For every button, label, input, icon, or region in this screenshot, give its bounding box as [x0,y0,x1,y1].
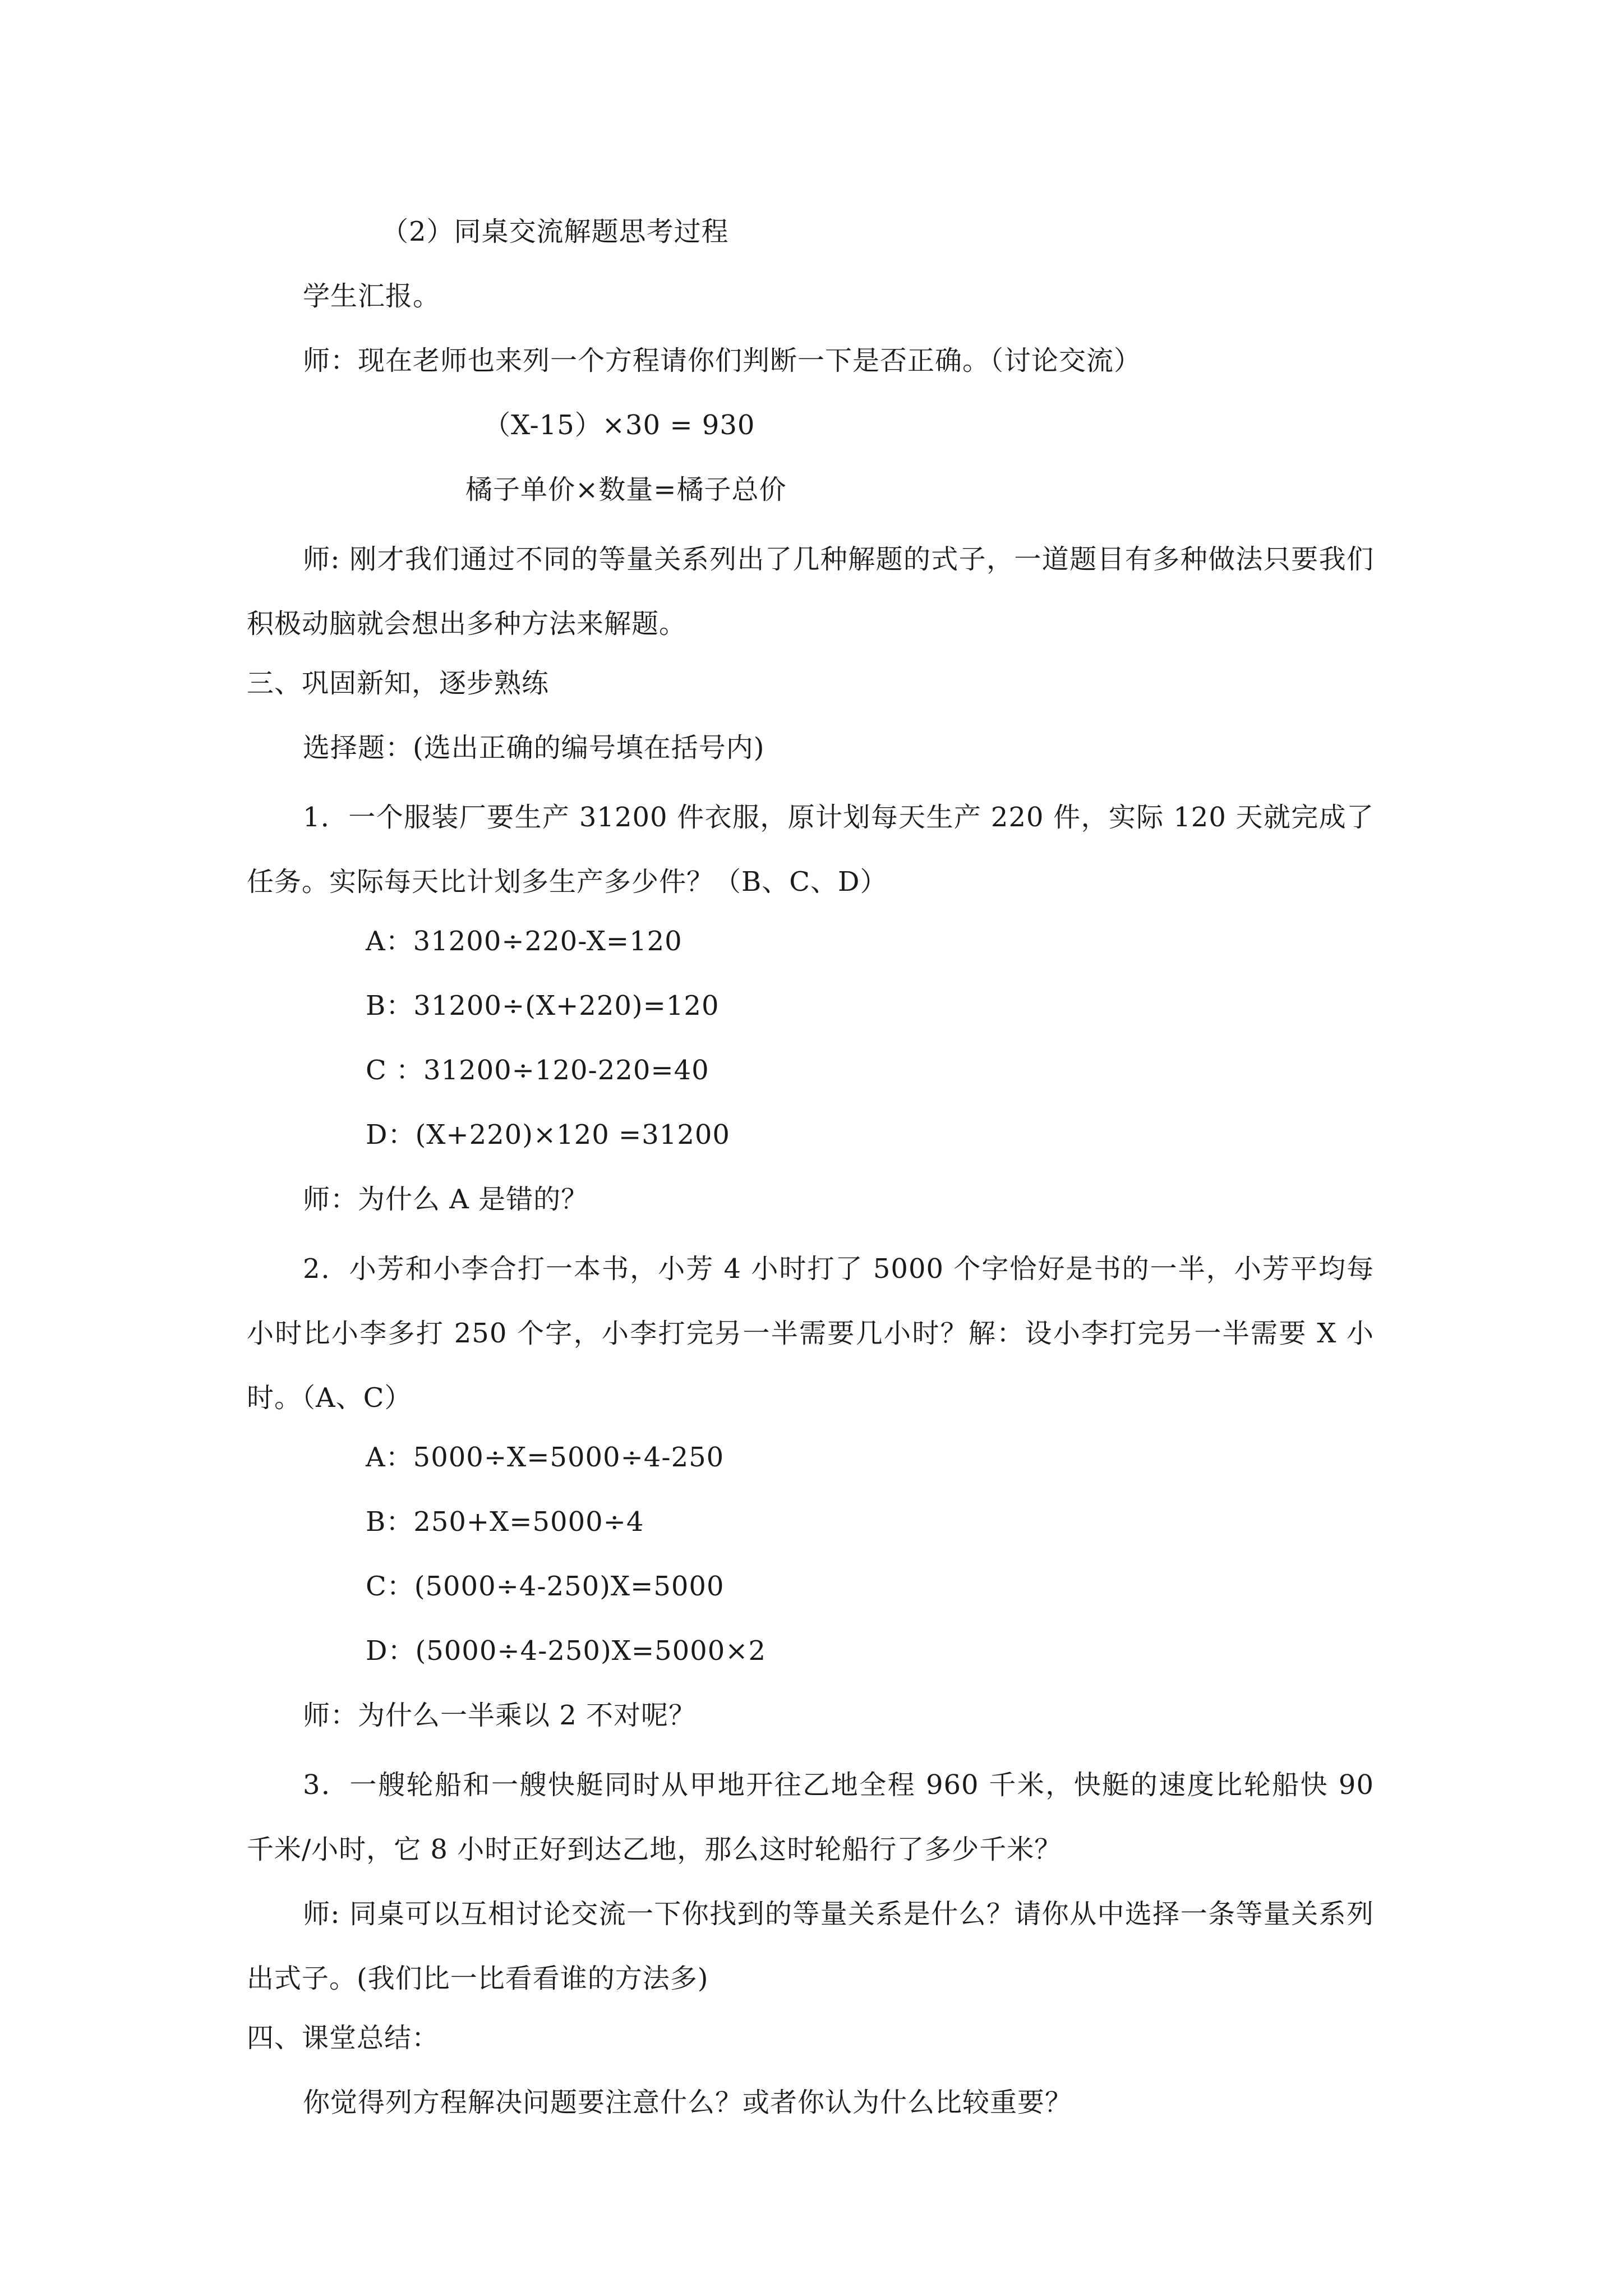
q1-option-b: B：31200÷(X+220)=120 [366,990,720,1022]
q2-option-a: A：5000÷X=5000÷4-250 [366,1442,725,1473]
relation-line: 橘子单价×数量=橘子总价 [465,474,787,505]
question-3-paragraph: 3．一艘轮船和一艘快艇同时从甲地开往乙地全程 960 千米，快艇的速度比轮船快 90 千米/小时，它 8 小时正好到达乙地，那么这时轮船行了多少千米？ [247,1769,1374,1865]
teacher-summary-paragraph: 师: 刚才我们通过不同的等量关系列出了几种解题的式子，一道题目有多种做法只要我们积极动脑就会想出多种方法来解题。 [247,544,1374,639]
equation-line: （X-15）×30 = 930 [483,409,755,441]
choice-intro-line: 选择题：(选出正确的编号填在括号内) [303,732,765,763]
q2-option-d: D：(5000÷4-250)X=5000×2 [366,1635,766,1667]
step2-line: （2）同桌交流解题思考过程 [381,216,729,247]
q3-teacher-paragraph: 师: 同桌可以互相讨论交流一下你找到的等量关系是什么？请你从中选择一条等量关系列出式子。(我们比一比看看谁的方法多) [247,1898,1374,1994]
closing-question-line: 你觉得列方程解决问题要注意什么？或者你认为什么比较重要？ [303,2087,1073,2118]
q2-option-b: B：250+X=5000÷4 [366,1506,644,1538]
q2-teacher-question: 师：为什么一半乘以 2 不对呢？ [303,1700,697,1731]
q1-option-a: A：31200÷220-X=120 [366,926,683,957]
student-report-line: 学生汇报。 [303,280,441,312]
section-3-heading: 三、巩固新知，逐步熟练 [247,668,550,699]
q2-option-c: C：(5000÷4-250)X=5000 [366,1571,725,1602]
section-4-heading: 四、课堂总结： [247,2022,440,2054]
q1-teacher-question: 师：为什么 A 是错的？ [303,1184,589,1215]
q1-option-d: D：(X+220)×120 =31200 [366,1119,730,1151]
question-2-paragraph: 2．小芳和小李合打一本书，小芳 4 小时打了 5000 个字恰好是书的一半，小芳平均每小时比小李多打 250 个字，小李打完另一半需要几小时？解：设小李打完另一半需要 X 小时。（A、C） [247,1253,1374,1414]
question-1-paragraph: 1．一个服装厂要生产 31200 件衣服，原计划每天生产 220 件，实际 120 天就完成了任务。实际每天比计划多生产多少件？（B、C、D） [247,802,1374,898]
q1-option-c: C ：31200÷120-220=40 [366,1055,709,1086]
teacher-equation-intro: 师：现在老师也来列一个方程请你们判断一下是否正确。（讨论交流） [303,345,1142,376]
